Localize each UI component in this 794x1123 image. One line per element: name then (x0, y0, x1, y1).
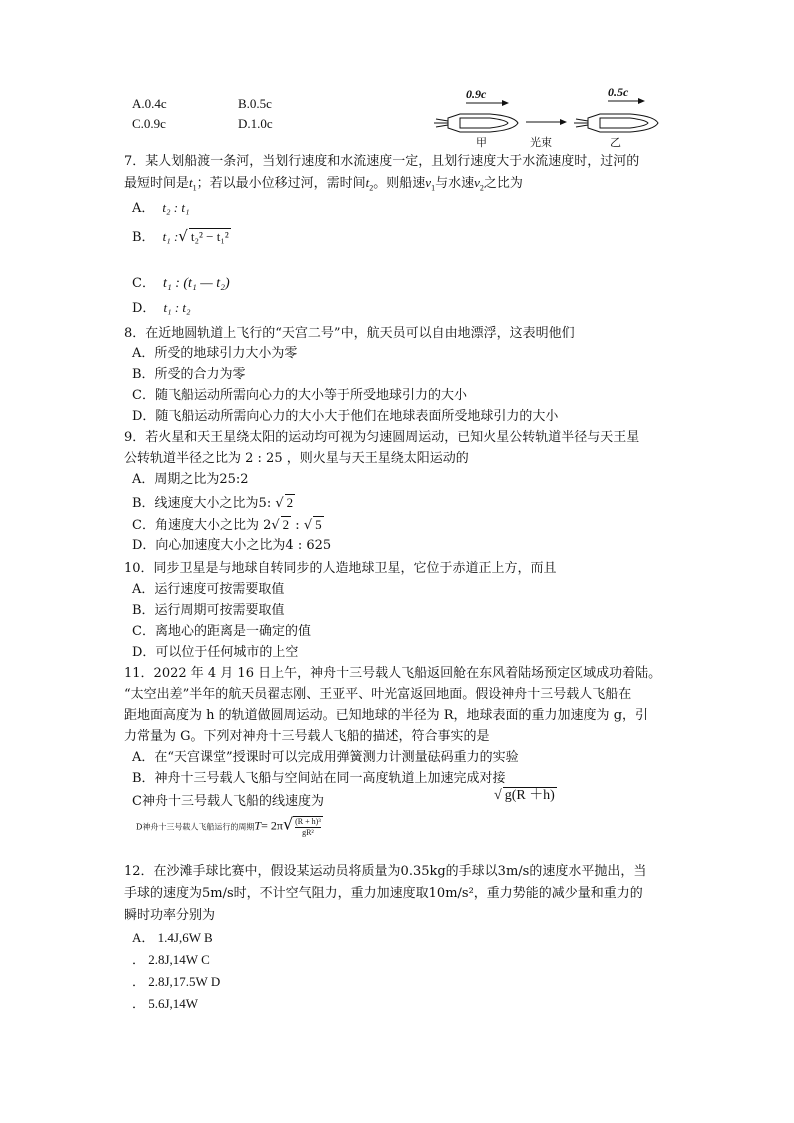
q11-option-b: B．神舟十三号载人飞船与空间站在同一高度轨道上加速完成对接 (132, 771, 506, 786)
q10-option-b: B．运行周期可按需要取值 (132, 603, 285, 618)
q9-stem-line2: 公转轨道半径之比为 2 : 25 ，则火星与天王星绕太阳运动的 (124, 451, 469, 466)
q12-line-4: ． 5.6J,14W (132, 996, 199, 1011)
q10-option-d: D．可以位于任何城市的上空 (132, 645, 299, 660)
q12-line-2: ． 2.8J,14W C (132, 952, 210, 967)
q8-option-d: D．随飞船运动所需向心力的大小大于他们在地球表面所受地球引力的大小 (132, 409, 559, 424)
q12-stem-line1: 12．在沙滩手球比赛中，假设某运动员将质量为0.35kg的手球以3m/s的速度水平抛出，当 (124, 864, 647, 879)
q11-option-a: A．在“天宫课堂”授课时可以完成用弹簧测力计测量砝码重力的实验 (132, 750, 519, 765)
q11-option-d: D神舟十三号载人飞船运行的周期T= 2π√ $\frac{\text{(R + h)³}}{\text{gR²}}$ (136, 814, 321, 837)
spaceship-right-icon (574, 114, 658, 132)
speed-label-left: 0.9c (466, 87, 487, 101)
q8-option-c: C．随飞船运动所需向心力的大小等于所受地球引力的大小 (132, 388, 467, 403)
q6-option-a: A.0.4c (132, 96, 167, 111)
label-right: 乙 (610, 136, 621, 149)
label-mid: 光束 (530, 136, 552, 149)
q6-option-d: D.1.0c (238, 116, 273, 131)
q11-stem-line3: 距地面高度为 h 的轨道做圆周运动。已知地球的半径为 R，地球表面的重力加速度为 g，引 (124, 708, 649, 723)
q10-option-c: C．离地心的距离是一确定的值 (132, 624, 311, 639)
q7-option-a: A． t₂ : t₁ (132, 200, 190, 216)
q6-option-c: C.0.9c (132, 116, 166, 131)
speed-label-right: 0.5c (608, 85, 629, 99)
q8-stem: 8．在近地圆轨道上飞行的“天宫二号”中，航天员可以自由地漂浮，这表明他们 (124, 326, 575, 341)
q11-option-c-formula: √ g(R ＋h) (494, 788, 555, 803)
q9-option-a: A．周期之比为25:2 (132, 472, 249, 487)
q12-stem-line2: 手球的速度为5m/s时，不计空气阻力，重力加速度取10m/s²，重力势能的减少量和重力的 (124, 886, 643, 901)
q7-stem-line2: 最短时间是$t_1$；若以最小位移过河，需时间$t_2$。则船速$v_1$与水速$v_2$之比为 (124, 175, 523, 193)
q8-option-a: A．所受的地球引力大小为零 (132, 346, 298, 361)
q11-option-c: C神舟十三号载人飞船的线速度为 (132, 794, 324, 809)
q7-stem-line1: 7．某人划船渡一条河，当划行速度和水流速度一定，且划行速度大于水流速度时，过河的 (124, 154, 640, 169)
q10-stem: 10．同步卫星是与地球自转同步的人造地球卫星，它位于赤道正上方，而且 (124, 561, 557, 576)
q7-option-d: D． t₁ : t₂ (132, 300, 191, 316)
q10-option-a: A．运行速度可按需要取值 (132, 582, 285, 597)
q11-stem-line4: 力常量为 G。下列对神舟十三号载人飞船的描述，符合事实的是 (124, 729, 490, 744)
q9-option-b: B．线速度大小之比为5: √ 2 (132, 495, 294, 511)
q11-stem-line1: 11．2022 年 4 月 16 日上午，神舟十三号载人飞船返回舱在东风着陆场预定区域成功着陆。 (124, 666, 662, 681)
label-left: 甲 (476, 136, 487, 149)
q12-line-1: A． 1.4J,6W B (132, 930, 213, 945)
q6-option-b: B.0.5c (238, 96, 272, 111)
q8-option-b: B．所受的合力为零 (132, 367, 246, 382)
spaceship-left-icon (434, 114, 518, 132)
q12-stem-line3: 瞬时功率分别为 (124, 908, 216, 923)
q9-stem-line1: 9．若火星和天王星绕太阳的运动均可视为匀速圆周运动，已知火星公转轨道半径与天王星 (124, 430, 640, 445)
q11-stem-line2: “太空出差”半年的航天员翟志刚、王亚平、叶光富返回地面。假设神舟十三号载人飞船在 (124, 687, 632, 702)
spaceship-figure (430, 82, 670, 152)
q12-line-3: ． 2.8J,17.5W D (132, 974, 221, 989)
q9-option-d: D．向心加速度大小之比为4 : 625 (132, 538, 332, 553)
q7-option-c: C． t₁ : (t₁ — t₂) (132, 276, 230, 291)
q7-option-b: B． t₁ :√ t₂² − t₁² (132, 227, 229, 245)
q9-option-c: C．角速度大小之比为 2√ 2 : √ 5 (132, 517, 322, 533)
